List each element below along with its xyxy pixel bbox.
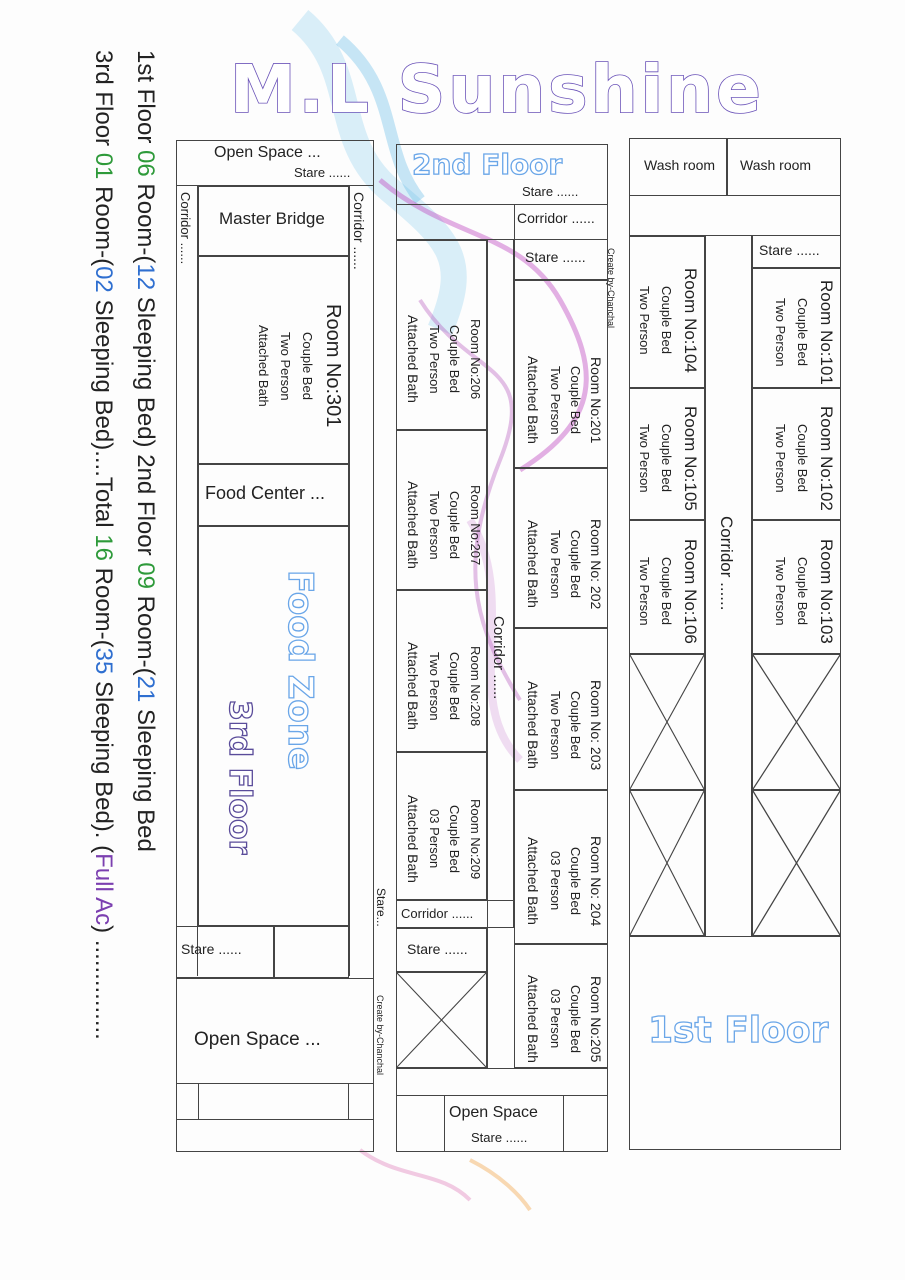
summary-segment: 01: [90, 152, 117, 180]
floor3-open-space-top: Open Space ... Stare ......: [176, 140, 374, 186]
floor1-crossed-block: [752, 790, 841, 936]
summary-segment: 1st Floor: [132, 50, 159, 151]
room-301: Room No:301 Couple Bed Two Person Attached Bath: [198, 256, 349, 464]
summary-segment: 09: [132, 562, 159, 589]
room-208: Room No:208 Couple Bed Two Person Attached Bath: [396, 590, 487, 752]
floor3-open-space-bottom: Open Space ...: [176, 978, 374, 1084]
summary-segment: 12: [132, 263, 159, 291]
washroom-2: Wash room: [727, 138, 841, 196]
floor2-stare-bottom: Stare ......: [396, 928, 487, 972]
floor2-bottom-row: [396, 1068, 608, 1096]
summary-segment: Full Ac: [90, 853, 117, 926]
summary-segment: Room-(: [132, 588, 159, 676]
summary-segment: 02: [90, 266, 117, 293]
food-center: Food Center ...: [198, 464, 349, 526]
room-101: Room No:101 Couple Bed Two Person: [752, 268, 841, 388]
floor2-stare-2: Stare ......: [514, 240, 608, 280]
floor3-corridor-right-label: Corridor ......: [351, 192, 367, 270]
room-202: Room No: 202 Couple Bed Two Person Attached Bath: [514, 468, 608, 628]
floor3-stare-side: [274, 926, 349, 978]
floor2-corridor-bottom: Corridor ......: [396, 900, 514, 928]
master-bridge: Master Bridge: [198, 186, 349, 256]
floor1-crossed-block: [752, 654, 841, 790]
summary-segment: Room-(: [132, 176, 159, 264]
room-106: Room No:106 Couple Bed Two Person: [629, 520, 705, 654]
floor2-stare-top: Stare ......: [522, 184, 579, 199]
floor2-corridor-mid-label: Corridor ......: [490, 616, 507, 700]
floor3-bottom-div-a: [198, 1084, 349, 1120]
room-102: Room No:102 Couple Bed Two Person: [752, 388, 841, 520]
room-203: Room No: 203 Couple Bed Two Person Attached Bath: [514, 628, 608, 790]
washroom-1: Wash room: [629, 138, 727, 196]
floor1-stare: Stare ......: [752, 236, 841, 268]
floor1-crossed-block: [629, 790, 705, 936]
floor1-top-strip: [629, 196, 841, 236]
summary-line-2: [88, 50, 118, 1040]
floor3-label: 3rd Floor: [222, 700, 257, 855]
room-204: Room No: 204 Couple Bed 03 Person Attached Bath: [514, 790, 608, 944]
summary-segment: Room-(: [90, 179, 117, 267]
summary-segment: Room-(: [90, 560, 117, 648]
summary-segment: 3rd Floor: [90, 50, 117, 153]
summary-line-1: [130, 50, 160, 852]
summary-segment: 06: [132, 150, 159, 177]
floor2-crossed-block: [396, 972, 487, 1068]
summary-segment: 21: [132, 675, 159, 703]
page-title: M.L Sunshine: [230, 51, 764, 128]
floor2-stare-side-label: Stare...: [374, 888, 388, 927]
room-105: Room No:105 Couple Bed Two Person: [629, 388, 705, 520]
floor2-corridor-vertical: [487, 240, 514, 900]
room-206: Room No:206 Couple Bed Two Person Attached Bath: [396, 240, 487, 430]
floor2-crossed-right-strip: [487, 900, 514, 1068]
room-205: Room No:205 Couple Bed 03 Person Attached Bath: [514, 944, 608, 1068]
summary-segment: 35: [90, 647, 117, 675]
room-207: Room No:207 Couple Bed Two Person Attached Bath: [396, 430, 487, 590]
room-104: Room No:104 Couple Bed Two Person: [629, 236, 705, 388]
summary-segment: ) ...............: [90, 925, 117, 1040]
room-201: Room No:201 Couple Bed Two Person Attached Bath: [514, 280, 608, 468]
floor2-open-space: Open Space Stare ......: [444, 1096, 564, 1152]
summary-segment: Sleeping Bed) 2nd Floor: [132, 290, 159, 563]
floor3-corridor-left-label: Corridor ......: [178, 192, 193, 265]
summary-segment: Sleeping Bed)....Total: [90, 292, 117, 535]
credit-floor3: Create by-Chanchal: [375, 995, 385, 1076]
food-zone-label: Food Zone: [280, 570, 320, 771]
floor1-corridor-label: Corridor ......: [717, 516, 736, 611]
floor2-label: 2nd Floor: [412, 148, 563, 181]
floor2-corridor-top: Corridor ......: [514, 204, 608, 240]
floor1-crossed-block: [629, 654, 705, 790]
summary-segment: Sleeping Bed). (: [90, 674, 117, 854]
floor1-bottom-divider: [629, 936, 841, 937]
summary-segment: 16: [90, 534, 117, 561]
floor1-label: 1st Floor: [648, 1010, 829, 1051]
room-209: Room No:209 Couple Bed 03 Person Attached Bath: [396, 752, 487, 900]
room-103: Room No:103 Couple Bed Two Person: [752, 520, 841, 654]
credit-floor2: Create by-Chanchal: [606, 248, 616, 329]
floor3-stare-bottom: Stare ......: [176, 926, 274, 978]
floor3-corridor-left: [176, 186, 198, 976]
food-zone: [198, 526, 349, 926]
summary-segment: Sleeping Bed: [132, 702, 159, 852]
floor3-corridor-right: [349, 186, 374, 976]
